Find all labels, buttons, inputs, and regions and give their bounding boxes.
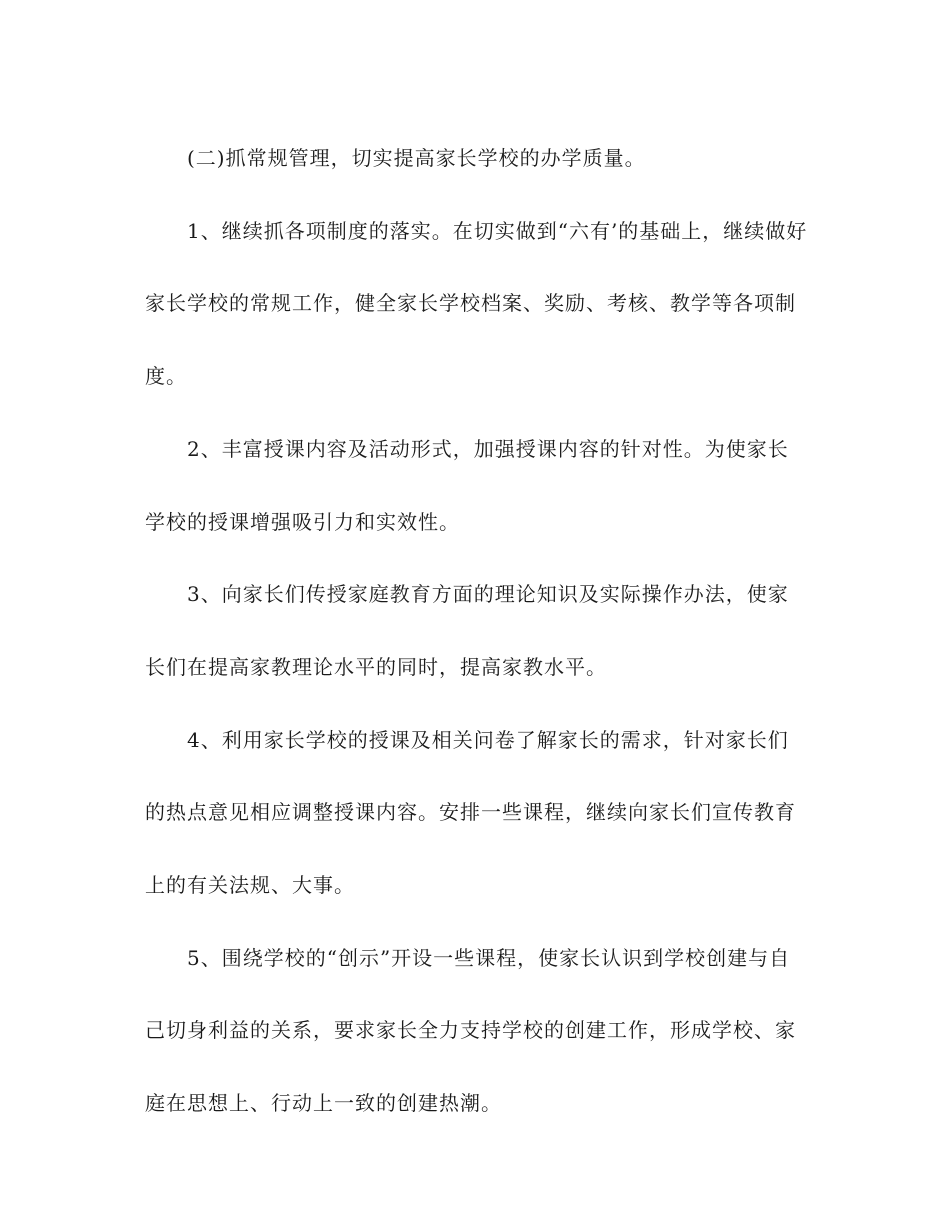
paragraph-4: 4、利用家长学校的授课及相关问卷了解家长的需求，针对家长们的热点意见相应调整授课内容。安排一些课程，继续向家长们宣传教育上的有关法规、大事。 <box>145 727 796 898</box>
document-body <box>145 122 809 1140</box>
paragraph-5: 5、围绕学校的“创示”开设一些课程，使家长认识到学校创建与自己切身利益的关系，要求家长全力支持学校的创建工作，形成学校、家庭在思想上、行动上一致的创建热潮。 <box>145 945 796 1116</box>
paragraph-3: 3、向家长们传授家庭教育方面的理论知识及实际操作办法，使家长们在提高家教理论水平的同时，提高家教水平。 <box>145 582 789 679</box>
paragraph-1: 1、继续抓各项制度的落实。在切实做到“六有’的基础上，继续做好家长学校的常规工作，健全家长学校档案、奖励、考核、教学等各项制度。 <box>145 218 808 389</box>
paragraph-2: 2、丰富授课内容及活动形式，加强授课内容的针对性。为使家长学校的授课增强吸引力和实效性。 <box>145 436 789 534</box>
section-heading: (二)抓常规管理，切实提高家长学校的办学质量。 <box>187 146 646 170</box>
